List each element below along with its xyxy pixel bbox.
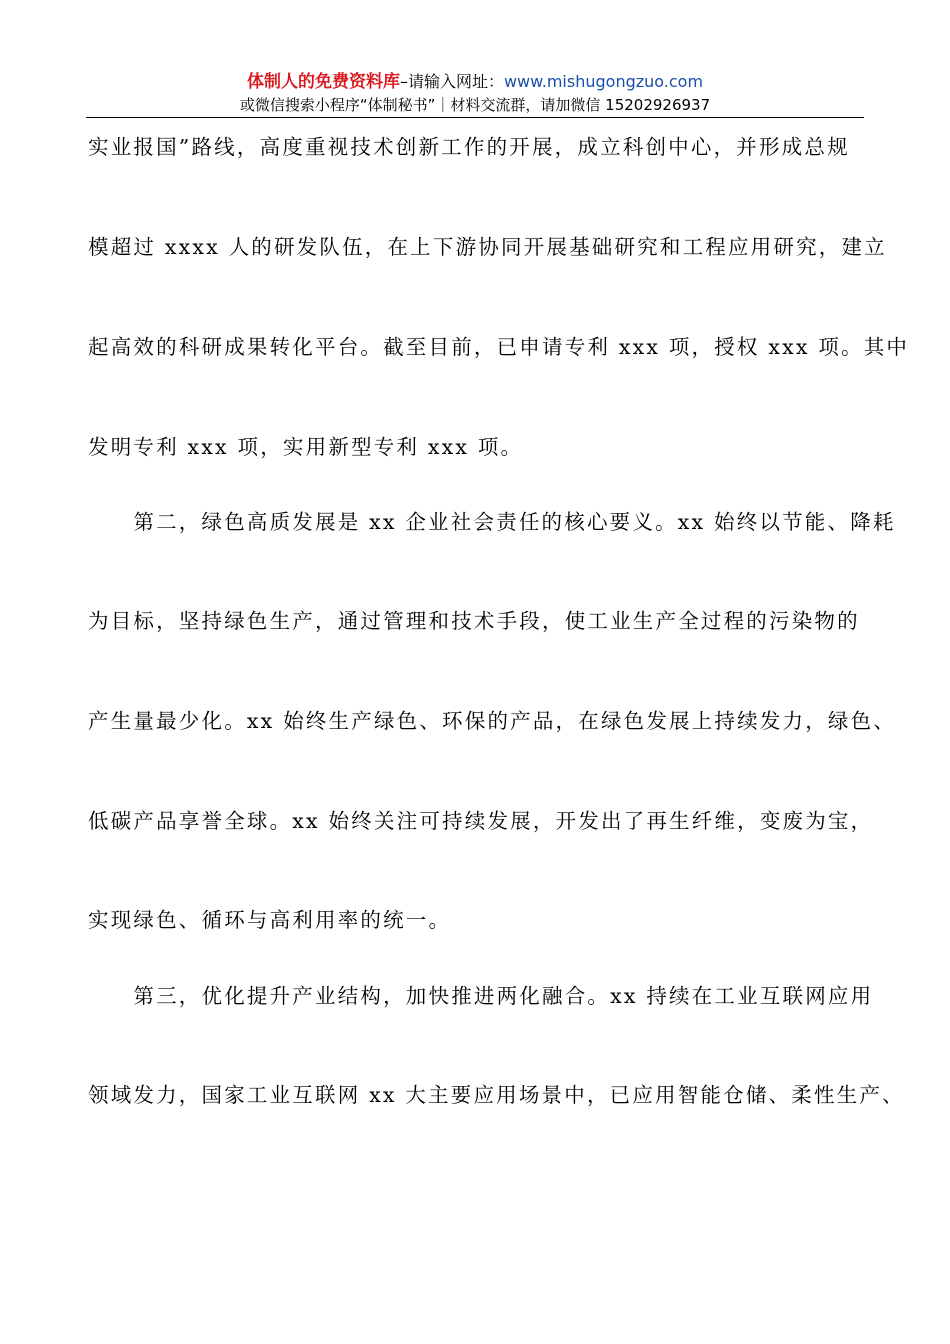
- body-line: 第二，绿色高质发展是 xx 企业社会责任的核心要义。xx 始终以节能、降耗: [88, 510, 896, 534]
- body-line: 为目标，坚持绿色生产，通过管理和技术手段，使工业生产全过程的污染物的: [88, 609, 860, 633]
- body-line: 低碳产品享誉全球。xx 始终关注可持续发展，开发出了再生纤维，变废为宝，: [88, 809, 874, 833]
- body-line: 产生量最少化。xx 始终生产绿色、环保的产品，在绿色发展上持续发力，绿色、: [88, 709, 897, 733]
- header-line-2: 或微信搜索小程序“体制秘书”｜材料交流群，请加微信 15202926937: [239, 96, 711, 114]
- body-line: 起高效的科研成果转化平台。截至目前，已申请专利 xxx 项，授权 xxx 项。其中: [88, 335, 910, 359]
- header-line-1: [86, 70, 864, 94]
- body-line: 实业报国”路线，高度重视技术创新工作的开展，成立科创中心，并形成总规: [88, 135, 850, 159]
- header-prompt: –请输入网址：: [399, 72, 504, 91]
- body-line: 发明专利 xxx 项，实用新型专利 xxx 项。: [88, 435, 524, 459]
- body-line: 领域发力，国家工业互联网 xx 大主要应用场景中，已应用智能仓储、柔性生产、: [88, 1083, 905, 1107]
- header-url-link[interactable]: www.mishugongzuo.com: [503, 72, 704, 91]
- body-line: 模超过 xxxx 人的研发队伍，在上下游协同开展基础研究和工程应用研究，建立: [88, 235, 887, 259]
- page-header: [86, 70, 864, 116]
- body-line: 实现绿色、循环与高利用率的统一。: [88, 908, 452, 932]
- body-line: 第三，优化提升产业结构，加快推进两化融合。xx 持续在工业互联网应用: [88, 984, 874, 1008]
- header-divider: [86, 117, 864, 118]
- header-brand: 体制人的免费资料库: [246, 72, 400, 92]
